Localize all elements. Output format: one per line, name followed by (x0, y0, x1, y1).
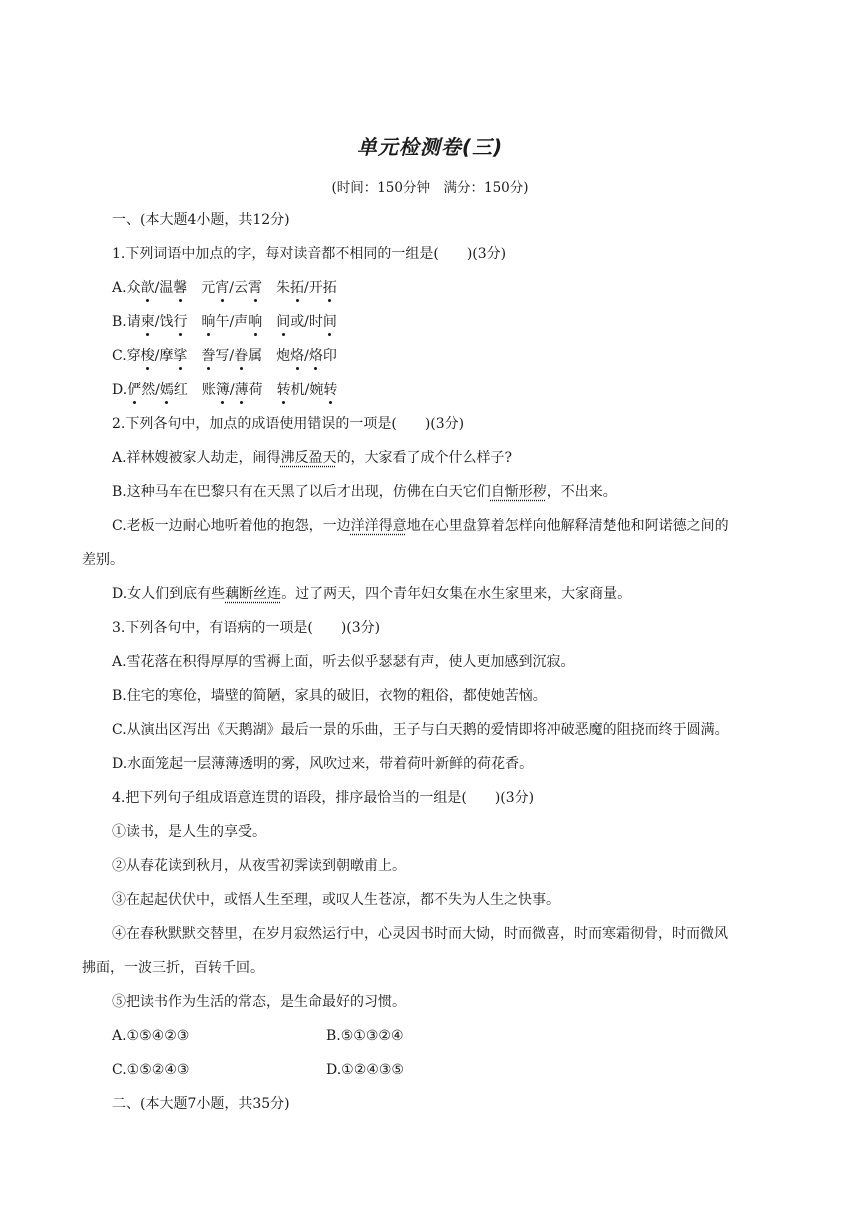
q3-option-c: C.从演出区泻出《天鹅湖》最后一景的乐曲，王子与白天鹅的爱情即将冲破恶魔的阻挠而终于圆满。 (112, 722, 729, 738)
exam-info: (时间：150分钟 满分：150分) (331, 180, 529, 196)
q3-option-b: B.住宅的寒伧，墙壁的简陋，家具的破旧，衣物的粗俗，都使她苦恼。 (112, 688, 547, 704)
dotted-idiom: 藕断丝连 (225, 586, 282, 602)
dotted-idiom: 沸反盈天 (280, 450, 337, 466)
q4-sentence-4: ④在春秋默默交替里，在岁月寂然运行中，心灵因书时而大恸，时而微喜，时而寒霜彻骨，时而微风 (112, 926, 728, 942)
q1-option-a: A.众歆/温馨 元宵/云霄 朱拓/开拓 (112, 280, 337, 296)
q2-option-d: D.女人们到底有些藕断丝连。过了两天，四个青年妇女集在水生家里来，大家商量。 (112, 586, 632, 602)
q4-stem: 4.把下列句子组成语意连贯的语段，排序最恰当的一组是( )(3分) (112, 790, 535, 806)
q3-option-d: D.水面笼起一层薄薄透明的雾，风吹过来，带着荷叶新鲜的荷花香。 (112, 756, 534, 772)
q2-option-c-wrap: 差别。 (82, 552, 124, 568)
section2-heading: 二、(本大题7小题，共35分) (112, 1096, 290, 1112)
q3-option-a: A.雪花落在积得厚厚的雪褥上面，听去似乎瑟瑟有声，使人更加感到沉寂。 (112, 654, 575, 670)
q2-stem: 2.下列各句中，加点的成语使用错误的一项是( )(3分) (112, 416, 465, 432)
dotted-idiom: 洋洋得意 (350, 518, 407, 534)
q1-option-d: D.俨然/嫣红 账簿/薄荷 转机/婉转 (112, 382, 338, 398)
q4-option-b: B.⑤①③②④ (326, 1028, 404, 1044)
page-title: 单元检测卷(三) (356, 135, 504, 159)
q4-sentence-2: ②从春花读到秋月，从夜雪初霁读到朝暾甫上。 (112, 858, 406, 874)
q4-option-d: D.①②④③⑤ (326, 1062, 404, 1078)
q1-stem: 1.下列词语中加点的字，每对读音都不相同的一组是( )(3分) (112, 246, 507, 262)
q4-option-c: C.①⑤②④③ (112, 1062, 190, 1078)
q2-option-b: B.这种马车在巴黎只有在天黑了以后才出现，仿佛在白天它们自惭形秽，不出来。 (112, 484, 617, 500)
q4-sentence-4-wrap: 拂面，一波三折，百转千回。 (82, 960, 264, 976)
q2-option-a: A.祥林嫂被家人劫走，闹得沸反盈天的，大家看了成个什么样子? (112, 450, 513, 466)
q4-sentence-1: ①读书，是人生的享受。 (112, 824, 266, 840)
q4-sentence-5: ⑤把读书作为生活的常态，是生命最好的习惯。 (112, 994, 406, 1010)
section1-heading: 一、(本大题4小题，共12分) (112, 212, 290, 228)
q1-option-c: C.穿梭/摩挲 誊写/眷属 炮烙/烙印 (112, 348, 337, 364)
q1-option-b: B.请柬/饯行 晌午/声响 间或/时间 (112, 314, 337, 330)
q4-option-a: A.①⑤④②③ (112, 1028, 190, 1044)
q4-sentence-3: ③在起起伏伏中，或悟人生至理，或叹人生苍凉，都不失为人生之快事。 (112, 892, 560, 908)
q3-stem: 3.下列各句中，有语病的一项是( )(3分) (112, 620, 381, 636)
dotted-idiom: 自惭形秽 (490, 484, 547, 500)
q2-option-c: C.老板一边耐心地听着他的抱怨，一边洋洋得意地在心里盘算着怎样向他解释清楚他和阿诺德之间的 (112, 518, 729, 534)
